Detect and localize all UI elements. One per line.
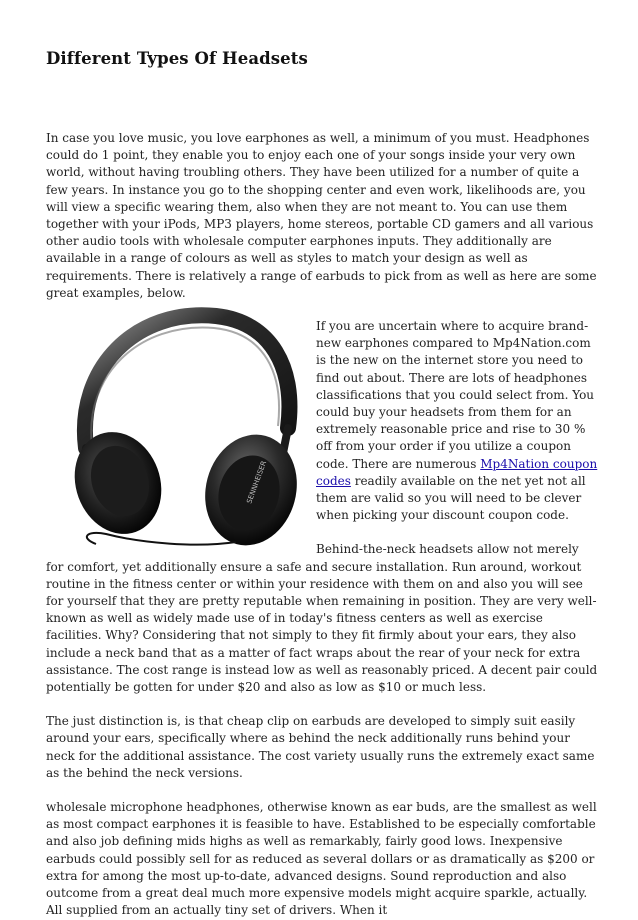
article-title: Different Types Of Headsets xyxy=(46,49,308,68)
paragraph-clip-on: The just distinction is, is that cheap clip on earbuds are developed to simply suit easily around your ears, specifically where as behind the neck additionally runs behind your neck for the additional assistance. The cost variety usually runs the extremely exact same as the behind the neck versions. xyxy=(46,714,595,780)
paragraph-mp4nation-text-b: readily available on the net yet not all them are valid so you will need to be clever when picking your discount coupon code. xyxy=(316,473,586,523)
headphones-image xyxy=(46,298,308,550)
paragraph-behind-neck: Behind-the-neck headsets allow not merely for comfort, yet additionally ensure a safe and secure installation. Run around, workout routine in the fitness center or within your residence with them on and also you will see for yourself that they are pretty reputable when remaining in position. They are very well-known as well as widely made use of in today's fitness centers as well as exercise facilities. Why? Considering that not simply to they fit firmly about your ears, they also include a neck band that as a matter of fact wraps about the rear of your neck for extra assistance. The cost range is instead low as well as reasonably priced. A decent pair could potentially be gotten for under $20 and also as low as $10 or much less. xyxy=(46,542,598,695)
coupon-codes-link[interactable]: Mp4Nation coupon codes xyxy=(316,456,598,488)
article-body xyxy=(46,318,598,920)
intro-paragraph: In case you love music, you love earphones as well, a minimum of you must. Headphones could do 1 point, they enable you to enjoy each one of your songs inside your very own world, without having troubling others. They have been utilized for a number of quite a few years. In instance you go to the shopping center and even work, likelihoods are, you will view a specific wearing them, also when they are not meant to. You can use them together with your iPods, MP3 players, home stereos, portable CD gamers and all various other audio tools with wholesale computer earphones inputs. They additionally are available in a range of colours as well as styles to match your design as well as requirements. There is relatively a range of earbuds to pick from as well as here are some great examples, below. xyxy=(46,131,597,300)
brand-logo: SENNHEISER xyxy=(245,459,269,505)
paragraph-earbuds: wholesale microphone headphones, otherwise known as ear buds, are the smallest as well as most compact earphones it is feasible to have. Established to be especially comfortable and also job defining mids highs as well as remarkably, fairly good lows. Inexpensive earbuds could possibly sell for as reduced as several dollars or as dramatically as $200 or extra for among the most up-to-date, advanced designs. Sound reproduction and also outcome from a great deal much more expensive models might acquire sparkle, actually. All supplied from an actually tiny set of drivers. When it xyxy=(46,800,597,918)
paragraph-mp4nation-text-a: If you are uncertain where to acquire brand-new earphones compared to Mp4Nation.com is the new on the internet store you need to find out about. There are lots of headphones classifications that you could select from. You could buy your headsets from them for an extremely reasonable price and rise to 30 % off from your order if you utilize a coupon code. There are numerous xyxy=(316,319,595,471)
headphones-illustration xyxy=(46,298,308,550)
